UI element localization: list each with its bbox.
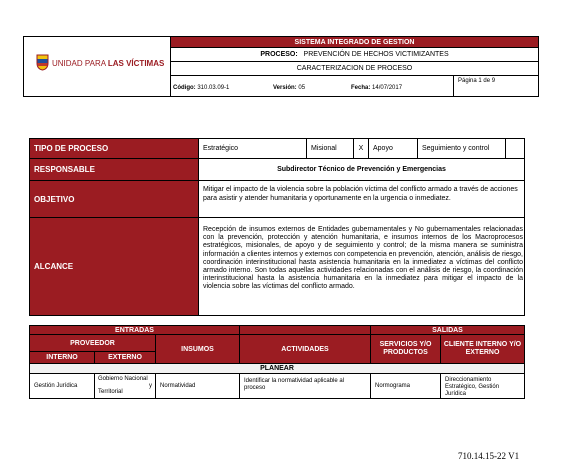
responsable-label: RESPONSABLE (29, 158, 199, 181)
code-field: Código: 310.03.09-1 (173, 85, 230, 91)
actividades-header: ACTIVIDADES (239, 334, 371, 364)
cliente-header: CLIENTE INTERNO Y/O EXTERNO (440, 334, 525, 364)
version-field: Versión: 05 (273, 85, 306, 91)
page-number: Página 1 de 9 (458, 78, 496, 84)
tipo-seguimiento-mark (505, 138, 525, 159)
interno-header: INTERNO (29, 351, 95, 364)
entradas-header: ENTRADAS (29, 325, 240, 335)
logo-cell (23, 36, 171, 97)
process-row (170, 47, 539, 62)
tipo-apoyo: Apoyo (368, 138, 418, 159)
alcance-value: Recepción de insumos externos de Entidades gubernamentales y No gubernamentales relacionadas con la prevención, protección y atención humanitaria, e insumos internos de los Macroprocesos estratégicos, misionales, de apoyo y de seguimiento y control; de la misma manera se suministra información a clientes internos y externos con competencia en prevención, atención, análisis de riesgo, coordinación interinstitucional hasta asistencia humanitaria en la inmediatez a víctimas del conflicto armado interno. Son todas aquellas actividades relacionadas con el análisis de riesgo, la coordinación interinstitucional hasta la asistencia humanitaria en la inmediatez para mitigar el impacto de la violencia sobre las víctimas del conflicto armado. (203, 226, 523, 291)
coat-of-arms-icon (36, 53, 49, 71)
divider (453, 75, 454, 97)
row1-insumos: Normatividad (155, 373, 240, 399)
servicios-header: SERVICIOS Y/O PRODUCTOS (370, 334, 441, 364)
objetivo-label: OBJETIVO (29, 180, 199, 218)
tipo-label: TIPO DE PROCESO (29, 138, 199, 159)
date-field: Fecha: 14/07/2017 (351, 85, 403, 91)
row1-cliente: Direccionamiento Estratégico, Gestión Jurídica (440, 373, 525, 399)
process-label: PROCESO: (260, 51, 298, 58)
system-title: SISTEMA INTEGRADO DE GESTION (170, 36, 539, 48)
tipo-misional: Misional (306, 138, 354, 159)
footer-code: 710.14.15-22 V1 (458, 451, 520, 461)
externo-header: EXTERNO (94, 351, 156, 364)
tipo-seguimiento: Seguimiento y control (417, 138, 506, 159)
responsable-value: Subdirector Técnico de Prevención y Emergencias (198, 158, 525, 181)
objetivo-value: Mitigar el impacto de la violencia sobre la población víctima del conflicto armado a través de acciones para asistir y atender humanitaria y oportunamente en la urgencia o inmediatez. (198, 180, 525, 218)
tipo-mark: X (353, 138, 369, 159)
logo-wordmark: UNIDAD PARA LAS VÍCTIMAS (52, 59, 165, 68)
row1-actividades: Identificar la normatividad aplicable al proceso (239, 373, 371, 399)
insumos-header: INSUMOS (155, 334, 240, 364)
meta-row (170, 75, 539, 97)
alcance-label: ALCANCE (29, 217, 199, 316)
planear-row: PLANEAR (29, 363, 525, 374)
doc-type: CARACTERIZACION DE PROCESO (170, 61, 539, 76)
proveedor-header: PROVEEDOR (29, 334, 156, 352)
process-value: PREVENCIÓN DE HECHOS VICTIMIZANTES (303, 51, 449, 58)
row1-servicios: Normograma (370, 373, 441, 399)
row1-interno: Gestión Jurídica (29, 373, 95, 399)
row1-externo: Gobierno Nacional y Territorial (94, 373, 156, 399)
salidas-header: SALIDAS (370, 325, 525, 335)
tipo-estrategico: Estratégico (198, 138, 307, 159)
